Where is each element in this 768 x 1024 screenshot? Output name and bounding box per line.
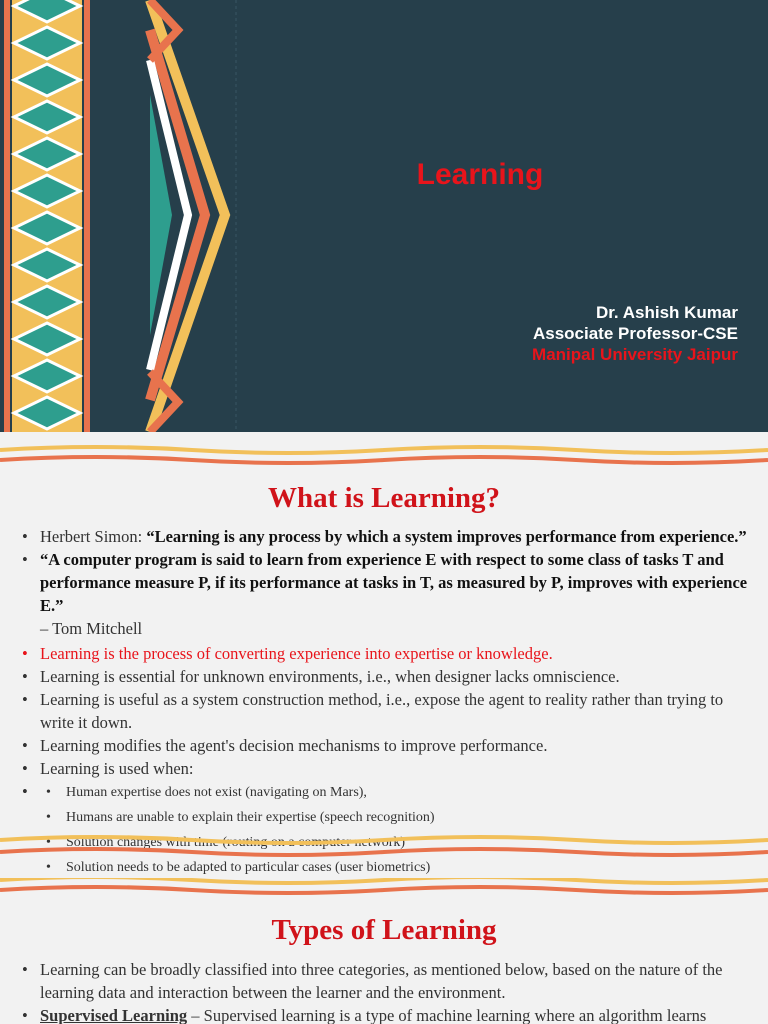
what-is-learning-slide [0,432,768,878]
author-role: Associate Professor-CSE [532,324,738,343]
bullet-text: • Learning is used when: [20,757,750,780]
author-name: Dr. Ashish Kumar [595,303,738,322]
slide-heading: Types of Learning [271,914,497,946]
bullet-list [20,958,750,1024]
tribal-pattern-decoration [0,0,240,432]
title-slide [0,0,768,432]
sub-bullet: • Solution needs to be adapted to particular cases (user biometrics) [42,855,750,878]
bullet-list [20,525,750,878]
bullet-prefix: Herbert Simon: [40,527,147,546]
author-affiliation: Manipal University Jaipur [532,345,738,364]
bullet-quote: “A computer program is said to learn from experience E with respect to some class of tasks T and performance measure P, if its performance at tasks in T, as measured by P, improves with experience E.” [40,550,748,615]
bullet-text: • Learning is useful as a system construction method, i.e., expose the agent to reality rather than trying to write it down. [20,688,750,734]
author-block [532,302,738,365]
bullet-definition: • Learning is the process of converting experience into expertise or knowledge. [20,642,750,665]
bullet-text: – Supervised learning is a type of machine learning where an algorithm learns [187,1006,707,1024]
types-of-learning-slide [0,878,768,1024]
bullet-text: • Learning can be broadly classified into three categories, as mentioned below, based on the nature of the learning data and interaction between the learner and the environment. [20,958,750,1004]
slide-heading: What is Learning? [267,482,501,514]
term: Supervised Learning [40,1006,188,1024]
sub-bullet: • • Human expertise does not exist (navigating on Mars), [42,780,750,805]
wavy-border-top [0,878,768,900]
bullet-text: • Learning modifies the agent's decision mechanisms to improve performance. [20,734,750,757]
sub-bullet: • Solution changes with time (routing on a computer network) [42,830,750,855]
bullet-attribution: – Tom Mitchell [40,619,143,638]
bullet-herbert-simon [20,525,750,548]
sub-bullet: • Humans are unable to explain their expertise (speech recognition) [42,805,750,830]
bullet-text: • Learning is essential for unknown environments, i.e., when designer lacks omniscience. [20,665,750,688]
bullet-tom-mitchell [20,548,750,640]
bullet-quote: “Learning is any process by which a system improves performance from experience.” [146,527,747,546]
wavy-border-top [0,438,768,468]
bullet-supervised [20,1004,750,1024]
slide-title: Learning [416,158,544,191]
wavy-border-bottom [0,828,768,858]
